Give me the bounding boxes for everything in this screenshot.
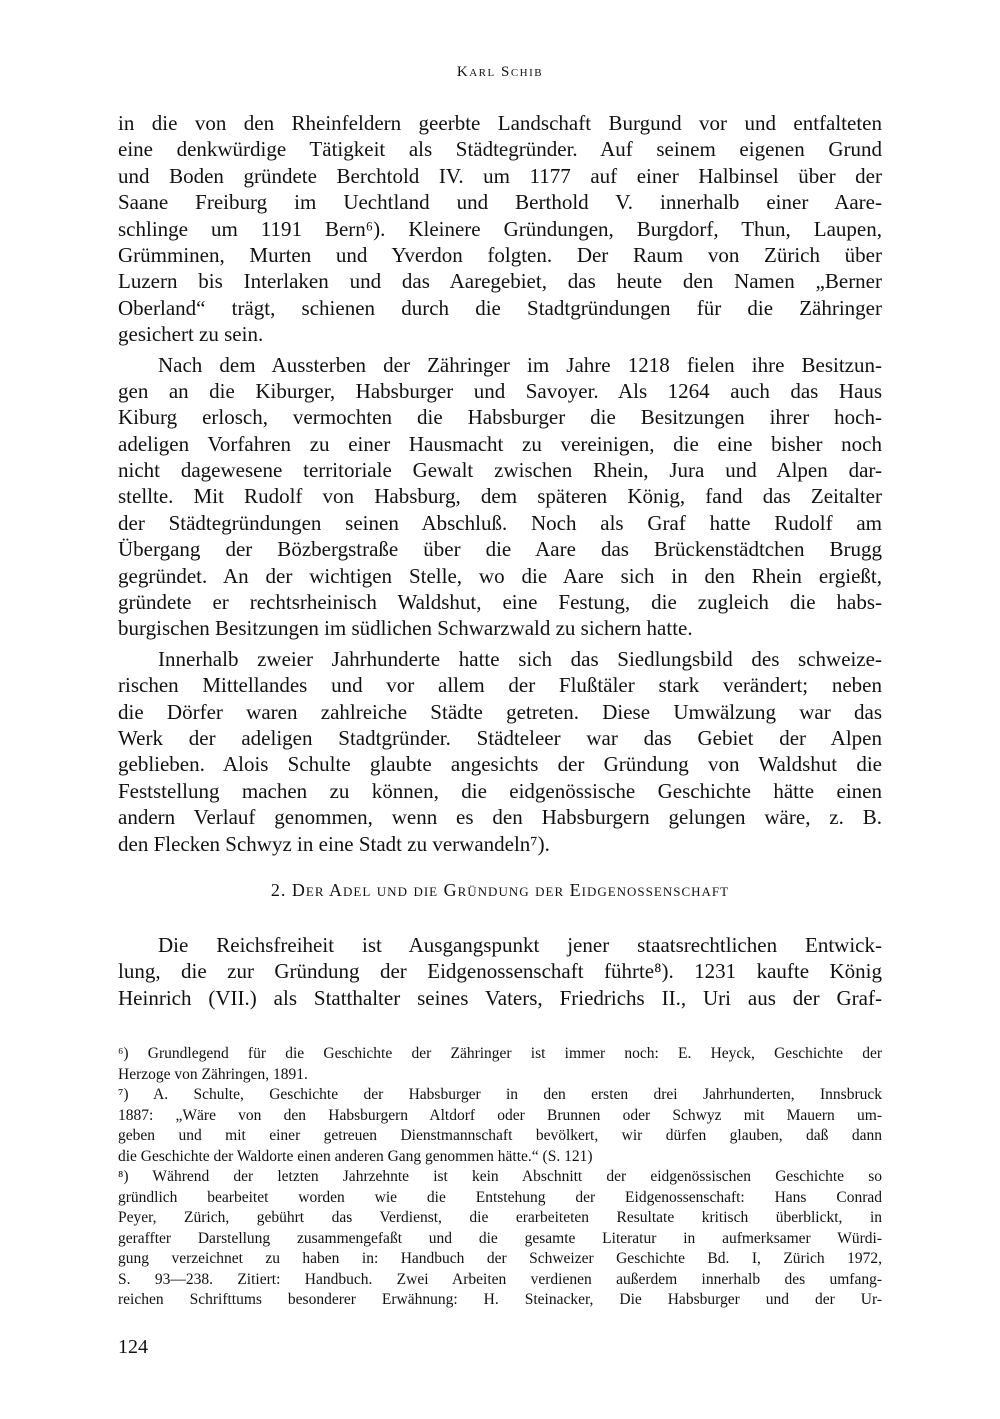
footnote-line: gung verzeichnet zu haben in: Handbuch der Schweizer Geschichte Bd. I, Zürich 1972, (118, 1250, 882, 1267)
footnote-line: ⁷) A. Schulte, Geschichte der Habsburger in den ersten drei Jahrhunderten, Innsbruck (118, 1086, 882, 1103)
text-line: den Flecken Schwyz in eine Stadt zu verwandeln⁷). (118, 831, 550, 856)
footnote-line: geben und mit einer getreuen Dienstmannschaft bevölkert, wir dürfen glauben, daß dann (118, 1127, 882, 1144)
text-line: lung, die zur Gründung der Eidgenossenschaft führte⁸). 1231 kaufte König (118, 959, 882, 984)
text-line: burgischen Besitzungen im südlichen Schwarzwald zu sichern hatte. (118, 616, 693, 641)
text-line: Grümminen, Murten und Yverdon folgten. Der Raum von Zürich über (118, 242, 882, 267)
paragraph-2 (118, 352, 882, 642)
footnote-line: Peyer, Zürich, gebührt das Verdienst, die erarbeiteten Resultate kritisch überblickt, in (118, 1209, 882, 1226)
text-line: Saane Freiburg im Uechtland und Berthold V. innerhalb einer Aare- (118, 190, 882, 215)
footnote-line: ⁶) Grundlegend für die Geschichte der Zähringer ist immer noch: E. Heyck, Geschichte der (118, 1045, 882, 1062)
body-text (118, 110, 882, 861)
text-line: Heinrich (VII.) als Statthalter seines Vaters, Friedrichs II., Uri aus der Graf- (118, 985, 882, 1010)
footnote-line: die Geschichte der Waldorte einen anderen Gang genommen hätte.“ (S. 121) (118, 1147, 593, 1165)
page-number: 124 (118, 1336, 148, 1358)
section-heading: 2. Der Adel und die Gründung der Eidgenossenschaft (270, 880, 730, 900)
text-line: rischen Mittellandes und vor allem der Flußtäler stark verändert; neben (118, 673, 882, 698)
text-line: Innerhalb zweier Jahrhunderte hatte sich das Siedlungsbild des schweize- (158, 646, 882, 671)
paragraph-1 (118, 110, 882, 348)
text-line: Luzern bis Interlaken und das Aaregebiet, das heute den Namen „Berner (118, 269, 882, 294)
text-line: Oberland“ trägt, schienen durch die Stadtgründungen für die Zähringer (118, 295, 882, 320)
text-line: Übergang der Bözbergstraße über die Aare das Brückenstädtchen Brugg (118, 537, 882, 562)
text-line: Nach dem Aussterben der Zähringer im Jahre 1218 fielen ihre Besitzun- (158, 352, 882, 377)
text-line: in die von den Rheinfeldern geerbte Landschaft Burgund vor und entfalteten (118, 111, 882, 135)
footnote-line: gründlich bearbeitet worden wie die Entstehung der Eidgenossenschaft: Hans Conrad (118, 1188, 882, 1206)
text-line: und Boden gründete Berchtold IV. um 1177 auf einer Halbinsel über der (118, 163, 882, 188)
text-line: nicht dagewesene territoriale Gewalt zwischen Rhein, Jura und Alpen dar- (118, 458, 882, 483)
text-line: Werk der adeligen Stadtgründer. Städteleer war das Gebiet der Alpen (118, 725, 882, 750)
text-line: andern Verlauf genommen, wenn es den Habsburgern gelungen wäre, z. B. (118, 805, 882, 830)
text-line: geblieben. Alois Schulte glaubte angesichts der Gründung von Waldshut die (118, 752, 882, 777)
text-line: eine denkwürdige Tätigkeit als Städtegründer. Auf seinem eigenen Grund (118, 137, 882, 162)
footnote-line: 1887: „Wäre von den Habsburgern Altdorf oder Brunnen oder Schwyz mit Mauern um- (118, 1106, 882, 1124)
text-line: stellte. Mit Rudolf von Habsburg, dem späteren König, fand das Zeitalter (118, 484, 882, 509)
section-paragraph (118, 932, 882, 1011)
footnote-6 (118, 1044, 882, 1085)
text-line: Die Reichsfreiheit ist Ausgangspunkt jener staatsrechtlichen Entwick- (158, 933, 882, 957)
footnotes (118, 1044, 882, 1311)
footnote-line: reichen Schrifttums besonderer Erwähnung: H. Steinacker, Die Habsburger und der Ur- (118, 1291, 882, 1308)
text-line: Feststellung machen zu können, die eidgenössische Geschichte hätte einen (118, 778, 882, 803)
text-line: gegründet. An der wichtigen Stelle, wo die Aare sich in den Rhein ergießt, (118, 563, 882, 588)
text-line: gründete er rechtsrheinisch Waldshut, eine Festung, die zugleich die habs- (118, 590, 882, 615)
footnote-line: ⁸) Während der letzten Jahrzehnte ist kein Abschnitt der eidgenössischen Geschichte so (118, 1168, 882, 1185)
text-line: Kiburg erlosch, vermochten die Habsburger die Besitzungen ihrer hoch- (118, 405, 882, 430)
text-line: schlinge um 1191 Bern⁶). Kleinere Gründungen, Burgdorf, Thun, Laupen, (118, 216, 882, 241)
text-line: gen an die Kiburger, Habsburger und Savoyer. Als 1264 auch das Haus (118, 378, 882, 403)
footnote-line: Herzoge von Zähringen, 1891. (118, 1065, 308, 1083)
text-line: gesichert zu sein. (118, 322, 264, 347)
footnote-8 (118, 1167, 882, 1311)
running-head: Karl Schib (456, 64, 544, 80)
text-line: die Dörfer waren zahlreiche Städte getreten. Diese Umwälzung war das (118, 699, 882, 724)
footnote-line: S. 93—238. Zitiert: Handbuch. Zwei Arbeiten verdienen außerdem innerhalb des umfang- (118, 1270, 882, 1288)
footnote-7 (118, 1085, 882, 1167)
footnote-line: geraffter Darstellung zusammengefaßt und die gesamte Literatur in aufmerksamer Würdi- (118, 1229, 882, 1247)
paragraph-3 (118, 646, 882, 857)
text-line: der Städtegründungen seinen Abschluß. Noch als Graf hatte Rudolf am (118, 510, 882, 535)
text-line: adeligen Vorfahren zu einer Hausmacht zu vereinigen, die eine bisher noch (118, 431, 882, 456)
